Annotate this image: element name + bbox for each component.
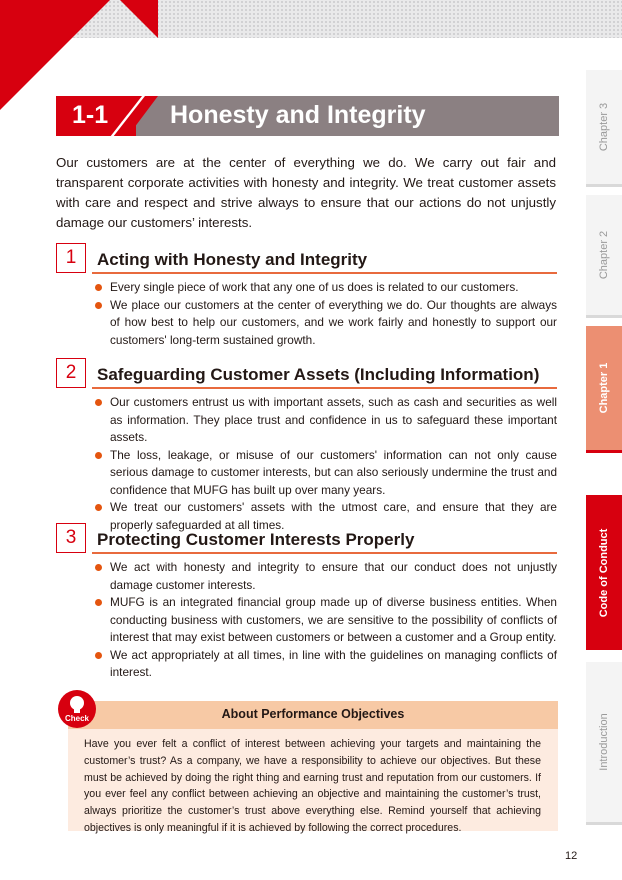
list-item: Our customers entrust us with important assets, such as cash and securities as well as information. They place trust and confidence in us to safeguard these important assets.	[95, 394, 557, 447]
tab-label: Code of Conduct	[598, 528, 610, 617]
list-item: We treat our customers' assets with the utmost care, and ensure that they are properly safeguarded at all times.	[95, 499, 557, 534]
tab-label: Chapter 1	[598, 362, 610, 414]
tab-label: Chapter 2	[598, 230, 610, 280]
check-badge	[58, 690, 96, 728]
list-item: We act with honesty and integrity to ensure that our conduct does not unjustly damage customer interests.	[95, 559, 557, 594]
check-badge-label: Check	[64, 714, 89, 723]
bullet-dot	[95, 452, 102, 459]
title-slash-decoration	[128, 96, 158, 136]
tab-introduction[interactable]	[586, 662, 622, 825]
list-item: Every single piece of work that any one of us does is related to our customers.	[95, 279, 557, 297]
bullet-dot	[95, 599, 102, 606]
bullet-dot	[95, 652, 102, 659]
check-box-title: About Performance Objectives	[221, 707, 405, 721]
page-number: 12	[565, 850, 578, 862]
section-title-3: Protecting Customer Interests Properly	[97, 530, 415, 549]
section-number-1: 1	[56, 243, 86, 273]
corner-decoration	[0, 0, 110, 110]
bullet-dot	[95, 504, 102, 511]
section-rule-2	[92, 387, 557, 389]
lightbulb-icon	[70, 696, 84, 710]
intro-paragraph: Our customers are at the center of everything we do. We carry out fair and transparent corporate activities with honesty and integrity. We treat customer assets with care and respect and strive always to ensure that our actions do not unjustly damage our customers’ interests.	[56, 155, 556, 230]
list-item: We act appropriately at all times, in line with the guidelines on managing conflicts of interest.	[95, 647, 557, 682]
bullet-dot	[95, 564, 102, 571]
tab-label: Chapter 3	[598, 102, 610, 152]
check-box-text: Have you ever felt a conflict of interest between achieving your targets and maintaining the customer’s trust? As a company, we have a responsibility to achieve our objectives. But these must be achieved by doing the right thing and earning trust and reputation from our customers. If you ever feel any conflict between achieving an objective and maintaining the customer’s trust, always prioritize the customer’s trust above everything else. Remind yourself that achieving objectives is only meaningful if it is achieved by following the correct procedures.	[84, 738, 541, 834]
section-number-3: 3	[56, 523, 86, 553]
tab-chapter-2[interactable]	[586, 195, 622, 318]
list-item: The loss, leakage, or misuse of our customers' information can not only cause serious damage to customer interests, but can also seriously undermine the trust and confidence that MUFG has built up over many years.	[95, 447, 557, 500]
section-list-2	[95, 394, 557, 534]
title-number: 1-1	[72, 101, 109, 129]
section-rule-1	[92, 272, 557, 274]
section-title-1: Acting with Honesty and Integrity	[97, 250, 368, 269]
section-list-3	[95, 559, 557, 682]
section-number-2: 2	[56, 358, 86, 388]
check-box-header	[68, 701, 558, 729]
bullet-dot	[95, 399, 102, 406]
bullet-dot	[95, 302, 102, 309]
tab-label: Introduction	[598, 713, 610, 771]
list-item: MUFG is an integrated financial group made up of diverse business entities. When conducting business with customers, we are sensitive to the possibility of conflicts of interest that may exist between customers or between a customer and a Group entity.	[95, 594, 557, 647]
tab-chapter-3[interactable]	[586, 70, 622, 187]
tab-code-of-conduct[interactable]	[586, 495, 622, 650]
list-item: We place our customers at the center of everything we do. Our thoughts are always of how best to help our customers, and we work fairly and honestly to support our customers' long-term sustained growth.	[95, 297, 557, 350]
section-title-2: Safeguarding Customer Assets (Including Information)	[97, 365, 540, 384]
section-title-bar	[56, 96, 559, 136]
bullet-dot	[95, 284, 102, 291]
tab-chapter-1[interactable]	[586, 326, 622, 453]
section-rule-3	[92, 552, 557, 554]
corner-decoration-strip	[120, 0, 158, 38]
section-list-1	[95, 279, 557, 349]
lightbulb-base	[74, 709, 80, 713]
page-title: Honesty and Integrity	[170, 101, 426, 129]
check-box-body	[68, 729, 558, 834]
